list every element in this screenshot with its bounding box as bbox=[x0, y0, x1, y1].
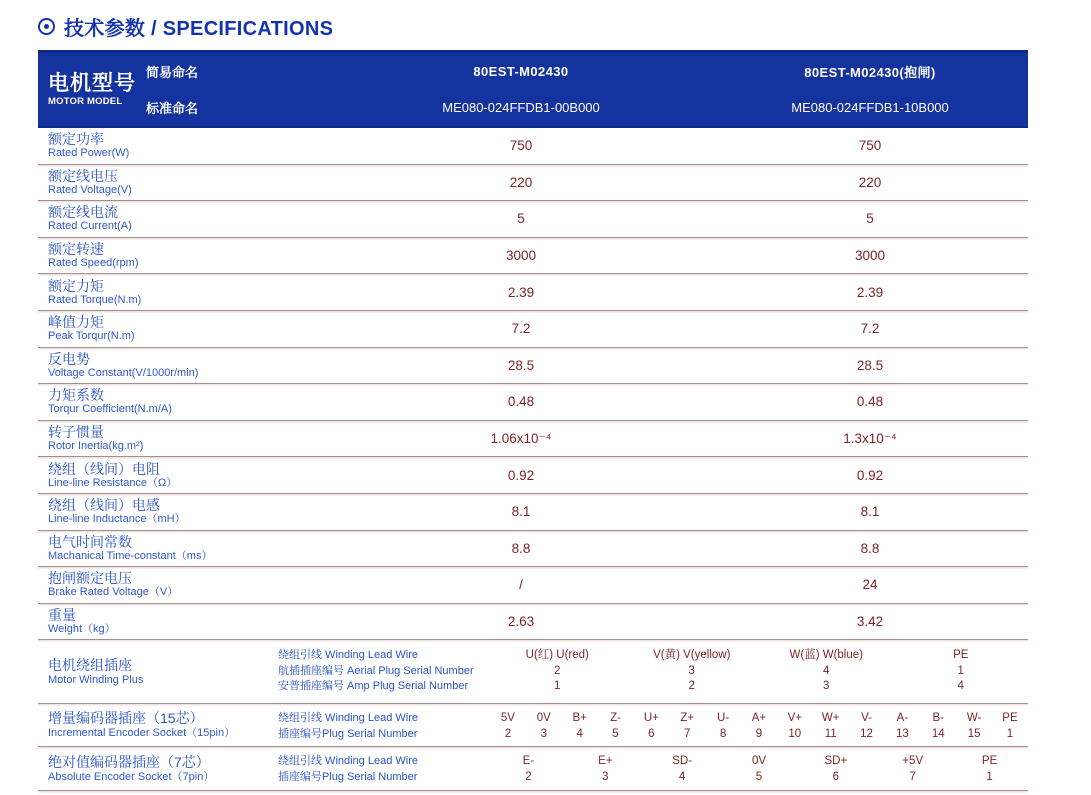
pin-signal: 0V bbox=[751, 755, 767, 768]
row-label bbox=[38, 168, 330, 197]
pin-number: 2 bbox=[525, 770, 532, 783]
row-label bbox=[38, 534, 330, 563]
value-model2: 0.48 bbox=[856, 394, 884, 410]
absolute-encoder-sublabels bbox=[278, 747, 490, 790]
pin-number: 3 bbox=[602, 770, 609, 783]
pin-signal: U+ bbox=[643, 712, 659, 725]
model2-standard-name: ME080-024FFDB1-10B000 bbox=[791, 100, 949, 116]
row-label-cn: 额定力矩 bbox=[48, 277, 104, 294]
table-row-weight bbox=[38, 604, 1028, 641]
row-label-cn: 转子惯量 bbox=[48, 424, 104, 441]
pin-signal: Z- bbox=[610, 712, 621, 725]
pin-col bbox=[956, 711, 992, 746]
page-title: 技术参数 / SPECIFICATIONS bbox=[64, 17, 334, 40]
motor-model-en: MOTOR MODEL bbox=[48, 96, 123, 107]
amp-pin: 2 bbox=[688, 680, 695, 693]
row-label bbox=[38, 241, 330, 270]
absolute-encoder-pins bbox=[490, 747, 1028, 790]
circled-dot-icon bbox=[38, 18, 55, 35]
pin-number: 5 bbox=[755, 770, 763, 783]
row-label-en: Absolute Encoder Socket（7pin） bbox=[48, 770, 215, 783]
row-label-cn: 额定功率 bbox=[48, 131, 104, 148]
row-label bbox=[38, 747, 278, 790]
value-model2: 750 bbox=[858, 138, 882, 154]
row-label-en: Voltage Constant(V/1000r/min) bbox=[48, 366, 199, 379]
row-label-cn: 增量编码器插座（15芯） bbox=[48, 710, 204, 727]
table-row-time-constant bbox=[38, 531, 1028, 568]
pin-col bbox=[797, 754, 874, 790]
row-label bbox=[38, 278, 330, 307]
pin-col bbox=[490, 711, 526, 746]
amp-pin: 1 bbox=[554, 680, 561, 693]
pin-number: 12 bbox=[860, 727, 873, 740]
pin-col bbox=[598, 711, 634, 746]
row-label-cn: 额定线电压 bbox=[48, 167, 118, 184]
model2-simple-name: 80EST-M02430(抱闸) bbox=[804, 64, 936, 80]
pin-signal: W- bbox=[966, 712, 982, 725]
row-label bbox=[38, 351, 330, 380]
table-row-rated-speed bbox=[38, 238, 1028, 275]
pin-signal: 5V bbox=[500, 712, 515, 725]
pin-signal: Z+ bbox=[680, 712, 695, 725]
row-label-en: Peak Torqur(N.m) bbox=[48, 330, 135, 343]
pin-signal: +5V bbox=[902, 755, 924, 768]
value-model1: 5 bbox=[517, 211, 525, 227]
pin-col bbox=[920, 711, 956, 746]
value-model2: 24 bbox=[862, 577, 878, 593]
section-title bbox=[38, 14, 1091, 38]
row-label-en: Line-line Resistance（Ω） bbox=[48, 476, 178, 489]
row-label-en: Rotor Inertia(kg.m²) bbox=[48, 440, 144, 453]
aerial-pin: 1 bbox=[957, 664, 964, 677]
aerial-pin: 4 bbox=[823, 664, 830, 677]
value-model1: 7.2 bbox=[511, 321, 531, 337]
pin-signal: V- bbox=[861, 712, 872, 725]
winding-col-pe bbox=[894, 648, 1029, 703]
amp-pin: 4 bbox=[957, 680, 964, 693]
row-label-cn: 绕组（线间）电感 bbox=[48, 497, 160, 514]
pin-col bbox=[813, 711, 849, 746]
pin-number: 11 bbox=[824, 727, 837, 740]
wire-name: U(红) U(red) bbox=[525, 649, 589, 662]
pin-number: 6 bbox=[832, 770, 840, 783]
row-label-en: Incremental Encoder Socket（15pin） bbox=[48, 727, 236, 740]
pin-signal: W+ bbox=[821, 712, 840, 725]
pin-col bbox=[562, 711, 598, 746]
incremental-encoder-pins bbox=[490, 704, 1028, 746]
pin-col bbox=[951, 754, 1028, 790]
pin-signal: A+ bbox=[751, 712, 767, 725]
row-label bbox=[38, 387, 330, 416]
row-label-en: Rated Power(W) bbox=[48, 147, 130, 160]
table-row-rotor-inertia bbox=[38, 421, 1028, 458]
row-label bbox=[38, 497, 330, 526]
sublabel-lead-wire: 绕组引线 Winding Lead Wire bbox=[278, 712, 418, 725]
winding-col-w bbox=[759, 648, 894, 703]
value-model1: 2.63 bbox=[507, 614, 535, 630]
row-label-cn: 额定线电流 bbox=[48, 204, 118, 221]
wire-name: PE bbox=[953, 649, 969, 662]
row-label bbox=[38, 704, 278, 746]
pin-number: 10 bbox=[788, 727, 802, 740]
table-row-rated-power bbox=[38, 128, 1028, 165]
row-label-en: Rated Speed(rpm) bbox=[48, 257, 139, 270]
row-label-en: Line-line Inductance（mH） bbox=[48, 513, 186, 526]
sublabel-plug-number: 插座编号Plug Serial Number bbox=[278, 770, 418, 783]
pin-number: 5 bbox=[612, 727, 619, 740]
value-model2: 8.8 bbox=[860, 540, 880, 556]
pin-number: 8 bbox=[719, 727, 727, 740]
row-label-cn: 绝对值编码器插座（7芯） bbox=[48, 753, 210, 770]
pin-number: 1 bbox=[986, 770, 993, 783]
table-row-incremental-encoder bbox=[38, 704, 1028, 747]
row-label-cn: 重量 bbox=[48, 607, 76, 624]
table-row-voltage-constant bbox=[38, 348, 1028, 385]
table-row-absolute-encoder bbox=[38, 747, 1028, 791]
table-row-peak-torque bbox=[38, 311, 1028, 348]
aerial-pin: 2 bbox=[554, 664, 561, 677]
wire-name: W(蓝) W(blue) bbox=[789, 649, 863, 662]
pin-col bbox=[567, 754, 644, 790]
row-label-cn: 额定转速 bbox=[48, 241, 104, 258]
row-label bbox=[38, 204, 330, 233]
value-model2: 3000 bbox=[854, 248, 886, 264]
pin-signal: B- bbox=[932, 712, 944, 725]
row-label bbox=[38, 461, 330, 490]
pin-number: 14 bbox=[931, 727, 945, 740]
value-model2: 3.42 bbox=[856, 614, 884, 630]
pin-signal: U- bbox=[717, 712, 730, 725]
value-model1: 8.8 bbox=[511, 540, 531, 556]
row-label-cn: 抱闸额定电压 bbox=[48, 570, 132, 587]
pin-number: 7 bbox=[909, 770, 916, 783]
pin-signal: PE bbox=[981, 755, 998, 768]
winding-plug-sublabels bbox=[278, 640, 490, 703]
value-model1: 8.1 bbox=[511, 504, 531, 520]
row-label bbox=[38, 314, 330, 343]
pin-signal: E+ bbox=[598, 755, 613, 768]
row-label bbox=[38, 424, 330, 453]
table-header bbox=[38, 50, 1028, 128]
pin-number: 3 bbox=[540, 727, 547, 740]
row-label-cn: 电机绕组插座 bbox=[48, 656, 132, 673]
value-model1: 0.92 bbox=[507, 467, 535, 483]
pin-signal: SD+ bbox=[824, 755, 848, 768]
pin-col bbox=[526, 711, 562, 746]
table-row-motor-winding-plug bbox=[38, 640, 1028, 704]
wire-name: V(黄) V(yellow) bbox=[653, 649, 731, 662]
row-label-en: Motor Winding Plus bbox=[48, 673, 144, 686]
specifications-table bbox=[38, 50, 1028, 791]
aerial-pin: 3 bbox=[688, 664, 695, 677]
pin-number: 6 bbox=[648, 727, 655, 740]
value-model2: 7.2 bbox=[860, 321, 880, 337]
naming-simple-label: 简易命名 bbox=[146, 64, 199, 80]
pin-number: 15 bbox=[967, 727, 981, 740]
row-label-cn: 绕组（线间）电阻 bbox=[48, 460, 160, 477]
pin-number: 4 bbox=[678, 770, 686, 783]
value-model1: 1.06x10⁻⁴ bbox=[490, 430, 552, 446]
pin-col bbox=[721, 754, 798, 790]
row-label-en: Weight（kg） bbox=[48, 623, 116, 636]
sublabel-lead-wire: 绕组引线 Winding Lead Wire bbox=[278, 649, 418, 662]
incremental-encoder-sublabels bbox=[278, 704, 490, 746]
naming-header-cell bbox=[146, 53, 330, 126]
row-label bbox=[38, 131, 330, 160]
value-model2: 8.1 bbox=[860, 504, 880, 520]
value-model2: 5 bbox=[866, 211, 874, 227]
naming-standard-label: 标准命名 bbox=[146, 101, 199, 117]
sublabel-plug-number: 插座编号Plug Serial Number bbox=[278, 727, 418, 740]
pin-number: 9 bbox=[755, 727, 763, 740]
row-label-en: Brake Rated Voltage（V） bbox=[48, 586, 179, 599]
motor-model-header-cell bbox=[38, 53, 146, 126]
value-model1: / bbox=[519, 577, 523, 593]
value-model1: 3000 bbox=[505, 248, 537, 264]
pin-col bbox=[777, 711, 813, 746]
pin-signal: B+ bbox=[572, 712, 587, 725]
pin-col bbox=[874, 754, 951, 790]
row-label-en: Rated Current(A) bbox=[48, 220, 132, 233]
value-model2: 1.3x10⁻⁴ bbox=[843, 430, 897, 446]
value-model1: 0.48 bbox=[507, 394, 535, 410]
pin-col bbox=[884, 711, 920, 746]
pin-signal: 0V bbox=[536, 712, 551, 725]
amp-pin: 3 bbox=[823, 680, 830, 693]
row-label-cn: 反电势 bbox=[48, 350, 90, 367]
value-model2: 0.92 bbox=[856, 467, 884, 483]
pin-number: 13 bbox=[895, 727, 909, 740]
motor-model-cn: 电机型号 bbox=[48, 72, 136, 95]
pin-signal: A- bbox=[896, 712, 909, 725]
row-label bbox=[38, 640, 278, 703]
winding-plug-values bbox=[490, 640, 1028, 703]
model-column-1 bbox=[330, 53, 712, 126]
table-row-line-inductance bbox=[38, 494, 1028, 531]
winding-col-v bbox=[625, 648, 760, 703]
model1-standard-name: ME080-024FFDB1-00B000 bbox=[442, 100, 600, 116]
pin-number: 7 bbox=[684, 727, 691, 740]
pin-number: 1 bbox=[1006, 727, 1014, 740]
winding-col-u bbox=[490, 648, 625, 703]
value-model1: 750 bbox=[509, 138, 533, 154]
pin-col bbox=[992, 711, 1028, 746]
pin-col bbox=[741, 711, 777, 746]
row-label-cn: 电气时间常数 bbox=[48, 533, 132, 550]
sublabel-amp-plug: 安普插座编号 Amp Plug Serial Number bbox=[278, 680, 469, 693]
row-label-en: Rated Torque(N.m) bbox=[48, 293, 142, 306]
pin-col bbox=[633, 711, 669, 746]
pin-number: 4 bbox=[576, 727, 583, 740]
model1-simple-name: 80EST-M02430 bbox=[473, 63, 569, 79]
row-label-en: Rated Voltage(V) bbox=[48, 183, 132, 196]
table-row-torque-coefficient bbox=[38, 384, 1028, 421]
table-row-brake-voltage bbox=[38, 567, 1028, 604]
pin-number: 2 bbox=[504, 727, 512, 740]
row-label-en: Torqur Coefficient(N.m/A) bbox=[48, 403, 172, 416]
value-model1: 28.5 bbox=[507, 357, 535, 373]
value-model1: 220 bbox=[509, 174, 533, 190]
table-row-rated-current bbox=[38, 201, 1028, 238]
table-row-rated-torque bbox=[38, 274, 1028, 311]
pin-col bbox=[669, 711, 705, 746]
sublabel-lead-wire: 绕组引线 Winding Lead Wire bbox=[278, 755, 418, 768]
table-row-line-resistance bbox=[38, 457, 1028, 494]
pin-signal: E- bbox=[522, 755, 535, 768]
pin-col bbox=[644, 754, 721, 790]
pin-col bbox=[705, 711, 741, 746]
table-row-rated-voltage bbox=[38, 165, 1028, 202]
pin-col bbox=[849, 711, 885, 746]
value-model2: 2.39 bbox=[856, 284, 884, 300]
row-label-cn: 力矩系数 bbox=[48, 387, 104, 404]
row-label bbox=[38, 570, 330, 599]
sublabel-aerial-plug: 航插插座编号 Aerial Plug Serial Number bbox=[278, 664, 474, 677]
row-label bbox=[38, 607, 330, 636]
row-label-en: Machanical Time-constant（ms） bbox=[48, 549, 213, 562]
pin-signal: SD- bbox=[672, 755, 693, 768]
value-model2: 220 bbox=[858, 174, 882, 190]
value-model1: 2.39 bbox=[507, 284, 535, 300]
pin-col bbox=[490, 754, 567, 790]
pin-signal: V+ bbox=[787, 712, 802, 725]
model-column-2 bbox=[712, 53, 1028, 126]
value-model2: 28.5 bbox=[856, 357, 884, 373]
pin-signal: PE bbox=[1002, 712, 1018, 725]
row-label-cn: 峰值力矩 bbox=[48, 314, 104, 331]
